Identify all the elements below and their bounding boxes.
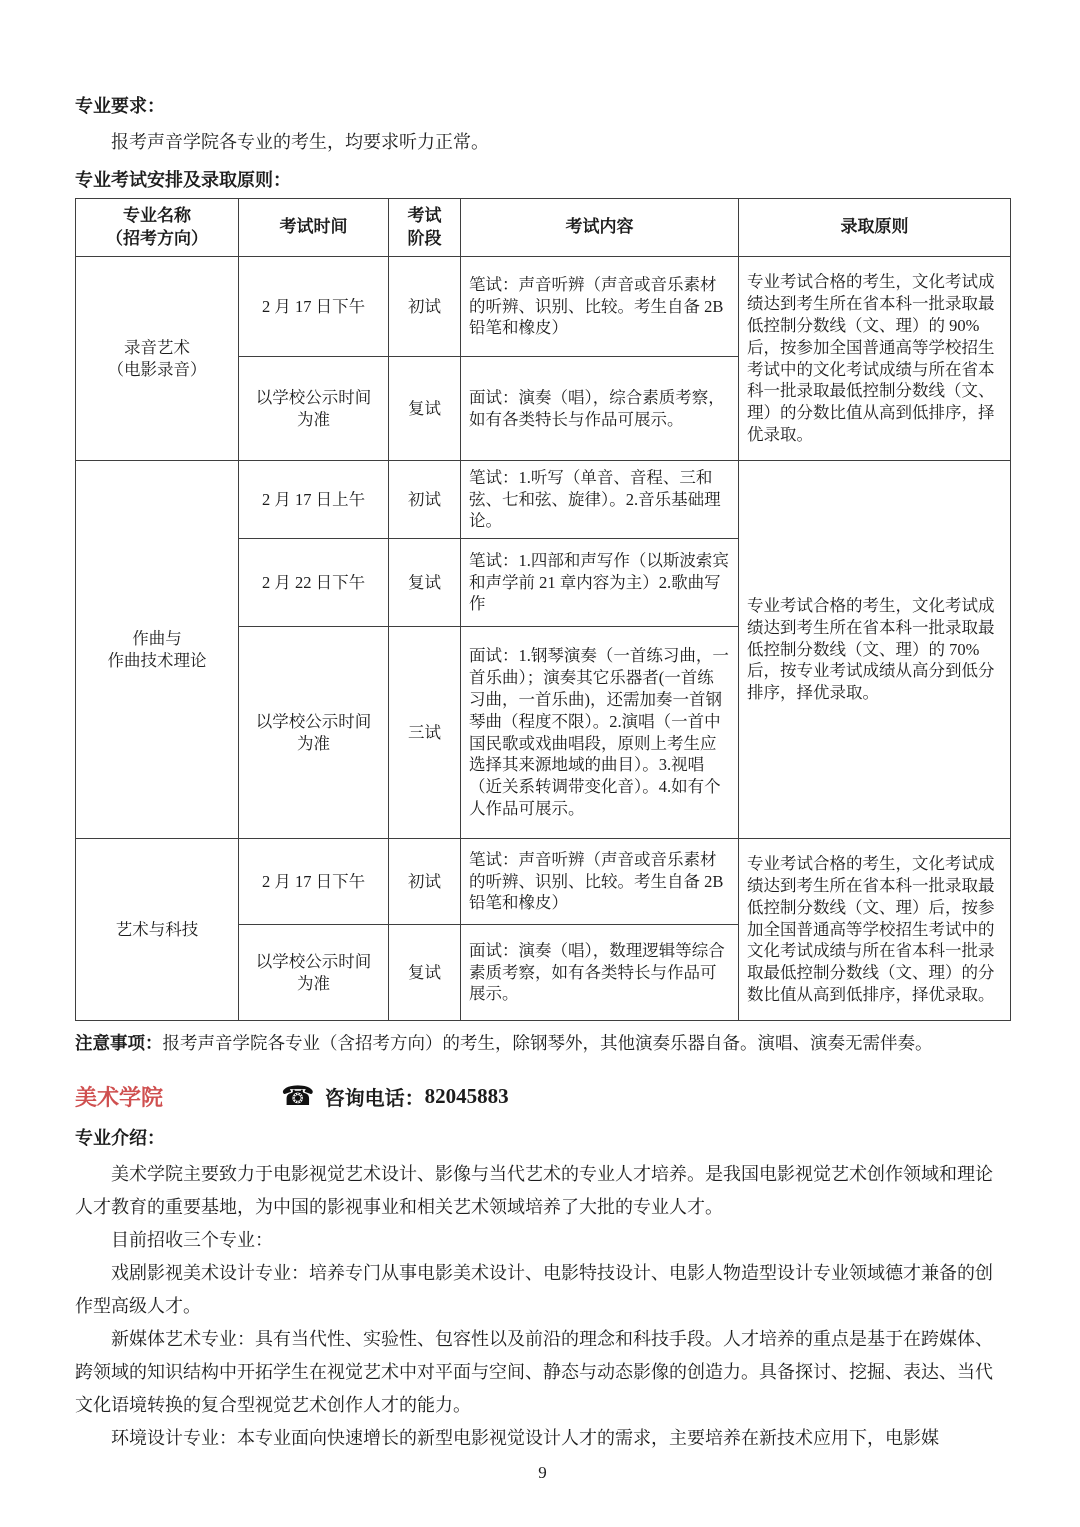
stage-cell: 三试 — [389, 627, 461, 839]
phone-number: 82045883 — [424, 1084, 509, 1108]
stage-cell: 初试 — [389, 257, 461, 357]
content-cell: 笔试：1.听写（单音、音程、三和弦、七和弦、旋律）。2.音乐基础理论。 — [461, 461, 739, 539]
time-cell — [239, 925, 389, 1021]
time-cell — [239, 627, 389, 839]
header-stage — [389, 199, 461, 257]
intro-paragraph-1: 美术学院主要致力于电影视觉艺术设计、影像与当代艺术的专业人才培养。是我国电影视觉艺术创作领域和理论人才教育的重要基地，为中国的影视事业和相关艺术领域培养了大批的专业人才。 — [75, 1164, 993, 1217]
notice-text: 报考声音学院各专业（含招考方向）的考生，除钢琴外，其他演奏乐器自备。演唱、演奏无需伴奏。 — [162, 1033, 933, 1053]
header-content: 考试内容 — [461, 199, 739, 257]
major-name-line1: 艺术与科技 — [115, 919, 199, 939]
time-line1: 2 月 17 日下午 — [261, 296, 366, 316]
major-cell-2 — [76, 839, 239, 1021]
stage-cell: 初试 — [389, 839, 461, 925]
content-cell: 面试：演奏（唱），数理逻辑等综合素质考察，如有各类特长与作品可展示。 — [461, 925, 739, 1021]
time-cell — [239, 839, 389, 925]
header-major-line1: 专业名称 — [123, 206, 191, 226]
header-time: 考试时间 — [239, 199, 389, 257]
notice-label: 注意事项： — [75, 1033, 163, 1053]
intro-paragraph-5: 环境设计专业：本专业面向快速增长的新型电影视觉设计人才的需求，主要培养在新技术应用下，电影媒 — [111, 1428, 939, 1448]
time-line1: 以学校公示时间 — [255, 711, 372, 731]
intro-paragraph-2: 目前招收三个专业： — [111, 1230, 273, 1250]
table-row — [76, 839, 1011, 925]
notice-line — [75, 1030, 1010, 1055]
time-line2: 为准 — [297, 973, 330, 993]
content-cell: 面试：1.钢琴演奏（一首练习曲，一首乐曲）；演奏其它乐器者(一首练习曲，一首乐曲)，还需加奏一首钢琴曲（程度不限）。2.演唱（一首中国民歌或戏曲唱段，原则上考生应选择其来源地域的曲目）。3.视唱（近关系转调带变化音）。4.如有个人作品可展示。 — [461, 627, 739, 839]
time-line1: 以学校公示时间 — [255, 387, 372, 407]
intro-heading: 专业介绍： — [75, 1128, 165, 1148]
intro-paragraph-4: 新媒体艺术专业：具有当代性、实验性、包容性以及前沿的理念和科技手段。人才培养的重点是基于在跨媒体、跨领域的知识结构中开拓学生在视觉艺术中对平面与空间、静态与动态影像的创造力。具备探讨、挖掘、表达、当代文化语境转换的复合型视觉艺术创作人才的能力。 — [75, 1329, 993, 1415]
header-stage-line1: 考试 — [407, 206, 442, 226]
content-cell: 笔试：声音听辨（声音或音乐素材的听辨、识别、比较。考生自备 2B 铅笔和橡皮） — [461, 257, 739, 357]
time-line1: 2 月 17 日上午 — [261, 489, 366, 509]
principle-cell-1: 专业考试合格的考生，文化考试成绩达到考生所在省本科一批录取最低控制分数线（文、理）的 70%后，按专业考试成绩从高分到低分排序，择优录取。 — [739, 461, 1011, 839]
page-number: 9 — [538, 1463, 547, 1482]
content-cell: 笔试：1.四部和声写作（以斯波索宾和声学前 21 章内容为主）2.歌曲写作 — [461, 539, 739, 627]
major-name-line2: 作曲技术理论 — [107, 650, 207, 670]
stage-cell: 复试 — [389, 539, 461, 627]
major-cell-0 — [76, 257, 239, 461]
stage-cell: 复试 — [389, 925, 461, 1021]
art-school-header — [75, 1081, 1010, 1112]
principle-cell-0: 专业考试合格的考生，文化考试成绩达到考生所在省本科一批录取最低控制分数线（文、理）的 90%后，按参加全国普通高等学校招生考试中的文化考试成绩与所在省本科一批录取最低控制分数线（文、理）的分数比值从高到低排序，择优录取。 — [739, 257, 1011, 461]
header-principle: 录取原则 — [739, 199, 1011, 257]
art-school-title: 美术学院 — [75, 1085, 164, 1110]
stage-cell: 初试 — [389, 461, 461, 539]
phone-label: 咨询电话： — [324, 1088, 425, 1110]
exam-section-heading: 专业考试安排及录取原则： — [75, 170, 291, 190]
content-cell: 面试：演奏（唱），综合素质考察，如有各类特长与作品可展示。 — [461, 357, 739, 461]
major-name-line2: （电影录音） — [107, 359, 207, 379]
time-cell — [239, 461, 389, 539]
principle-cell-2: 专业考试合格的考生，文化考试成绩达到考生所在省本科一批录取最低控制分数线（文、理）后，按参加全国普通高等学校招生考试中的文化考试成绩与所在省本科一批录取最低控制分数线（文、理）的分数比值从高到低排序，择优录取。 — [739, 839, 1011, 1021]
time-line2: 为准 — [297, 409, 330, 429]
phone-group — [281, 1082, 509, 1111]
stage-cell: 复试 — [389, 357, 461, 461]
exam-schedule-table — [75, 198, 1011, 1021]
table-row — [76, 461, 1011, 539]
major-name-line1: 录音艺术 — [124, 337, 190, 357]
header-major-line2: （招考方向） — [106, 228, 208, 248]
intro-paragraph-3: 戏剧影视美术设计专业：培养专门从事电影美术设计、电影特技设计、电影人物造型设计专业领域德才兼备的创作型高级人才。 — [75, 1263, 993, 1316]
major-cell-1 — [76, 461, 239, 839]
time-line1: 以学校公示时间 — [255, 951, 372, 971]
header-major — [76, 199, 239, 257]
time-cell — [239, 357, 389, 461]
requirements-body: 报考声音学院各专业的考生，均要求听力正常。 — [111, 132, 489, 152]
table-header-row — [76, 199, 1011, 257]
major-name-line1: 作曲与 — [132, 628, 182, 648]
telephone-icon: ☎ — [281, 1081, 315, 1111]
time-cell — [239, 539, 389, 627]
table-row — [76, 257, 1011, 357]
time-line1: 2 月 22 日下午 — [261, 572, 366, 592]
time-line1: 2 月 17 日下午 — [261, 871, 366, 891]
requirements-heading: 专业要求： — [75, 96, 165, 116]
time-cell — [239, 257, 389, 357]
content-cell: 笔试：声音听辨（声音或音乐素材的听辨、识别、比较。考生自备 2B 铅笔和橡皮） — [461, 839, 739, 925]
header-stage-line2: 阶段 — [407, 228, 442, 248]
time-line2: 为准 — [297, 733, 330, 753]
